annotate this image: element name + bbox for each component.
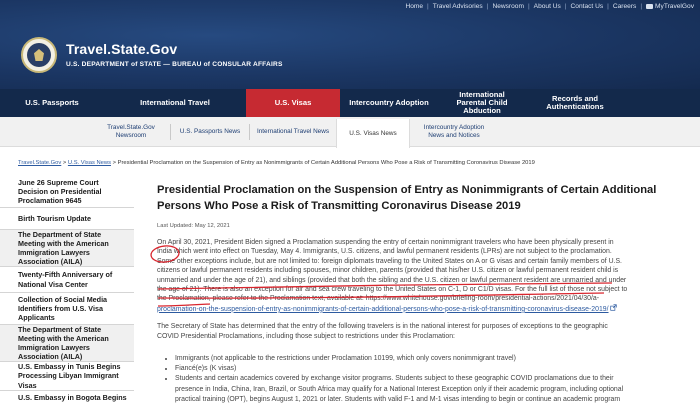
sidebar-item-supreme-court[interactable]: June 26 Supreme Court Decision on Presidential Proclamation 9645 [0, 176, 134, 208]
util-separator: | [564, 3, 567, 10]
util-link-contact-us[interactable]: Contact Us [570, 3, 604, 10]
article-title [157, 182, 657, 214]
nav-records-authentications[interactable]: Records and Authentications [546, 94, 604, 111]
subnav-passports-news[interactable]: U.S. Passports News [179, 128, 241, 136]
paragraph-line: COVID Presidential Proclamations, including those subject to restrictions under this Proclamation: [157, 332, 455, 340]
nav-intercountry-adoption[interactable]: Intercountry Adoption [349, 98, 429, 107]
paragraph-line: the age of 21). There is also an exception for air and sea crew traveling to the United States on C-1, D or C1/D visas. For the full list of those not subject to [157, 286, 628, 294]
subnav-newsroom[interactable]: Travel.State.Gov Newsroom [107, 124, 155, 139]
util-link-careers[interactable]: Careers [612, 3, 637, 10]
list-item-continued: presence in India, China, Iran, Brazil, or South Africa may qualify for a National Interest Exception only if their academic program, including optional [175, 385, 624, 393]
paragraph-line: Some other exceptions include, but are not limited to: foreign diplomats traveling to the United States on A or G visas and certain family members of U.S. [157, 257, 622, 265]
sidebar-item-social-media[interactable]: Collection of Social Media Identifiers from U.S. Visa Applicants [0, 293, 134, 325]
article [157, 182, 657, 405]
sidebar-item-bogota[interactable]: U.S. Embassy in Bogota Begins [18, 393, 127, 403]
youtube-icon [646, 4, 653, 9]
sidebar [0, 176, 134, 405]
nav-parental-child-abduction[interactable]: International Parental Child Abduction [456, 90, 508, 115]
article-title-line: Persons Who Pose a Risk of Transmitting Coronavirus Disease 2019 [157, 200, 521, 212]
breadcrumb-current: Presidential Proclamation on the Suspension of Entry as Nonimmigrants of Certain Additional Persons Who Pose a Risk of Transmitting Coronavirus Disease 2019 [117, 160, 535, 166]
sub-nav [0, 117, 700, 147]
main-nav [0, 89, 700, 117]
seal-eagle [27, 43, 51, 67]
article-title-line: Presidential Proclamation on the Suspension of Entry as Nonimmigrants of Certain Additional [157, 184, 657, 196]
sidebar-item-aila-meeting-2[interactable]: The Department of State Meeting with the American Immigration Lawyers Association (AILA) [0, 325, 134, 362]
list-item-continued: practical training (OPT), begins August 1, 2021 or later. Students with valid F-1 and M-1 visas intending to begin or continue an academic program [175, 395, 621, 403]
util-separator: | [607, 3, 609, 10]
breadcrumb-separator: > [62, 160, 68, 166]
last-updated: Last Updated: May 12, 2021 [157, 223, 230, 229]
util-link-about-us[interactable]: About Us [533, 3, 561, 10]
site-title[interactable]: Travel.State.Gov [66, 41, 178, 57]
nav-us-passports[interactable]: U.S. Passports [25, 98, 79, 107]
sidebar-item-tunis[interactable]: U.S. Embassy in Tunis Begins Processing Libyan Immigrant Visas [0, 362, 134, 391]
sidebar-item-nvc-anniversary[interactable]: Twenty-Fifth Anniversary of National Visa Center [0, 267, 134, 293]
sidebar-item-birth-tourism[interactable]: Birth Tourism Update [0, 208, 134, 230]
breadcrumb-link-visas-news[interactable]: U.S. Visas News [67, 160, 111, 166]
util-separator: | [486, 3, 489, 10]
nav-us-visas[interactable]: U.S. Visas [246, 89, 340, 117]
paragraph-line: citizens or lawful permanent residents including spouses, minor children, parents (provided that his/her U.S. citizen or lawful permanent resident child is [157, 267, 619, 275]
util-link-travel-advisories[interactable]: Travel Advisories [432, 3, 483, 10]
paragraph-line: India which went into effect on Tuesday, May 4. Immigrants, U.S. citizens, and lawful permanent residents (LPRs) are not subject to the proclamation. [157, 248, 612, 256]
article-paragraph-1 [157, 238, 657, 314]
paragraph-line [157, 304, 657, 314]
proclamation-link[interactable]: proclamation-on-the-suspension-of-entry-as-nonimmigrants-of-certain-additional-persons-who-pose-a-risk-of-transmitting-coronavirus-disease-2019/ [157, 305, 609, 313]
util-link-home[interactable]: Home [405, 3, 424, 10]
util-separator: | [527, 3, 530, 10]
list-item: • Immigrants (not applicable to the restrictions under Proclamation 10199, which only covers nonimmigrant travel) [175, 354, 657, 364]
util-link-mytravelgov[interactable] [646, 3, 694, 10]
state-department-seal-icon[interactable] [21, 37, 57, 73]
breadcrumb-separator: > [112, 160, 118, 166]
sidebar-item-aila-meeting[interactable]: The Department of State Meeting with the American Immigration Lawyers Association (AILA) [0, 230, 134, 267]
nav-international-travel[interactable]: International Travel [140, 98, 210, 107]
breadcrumb [18, 160, 535, 166]
breadcrumb-link-home[interactable]: Travel.State.Gov [18, 160, 62, 166]
paragraph-line: The Secretary of State has determined that the entry of the following travelers is in the national interest for purposes of exceptions to the geographic [157, 323, 608, 331]
paragraph-line: On April 30, 2021, President Biden signed a Proclamation suspending the entry of certain nonimmigrant travelers who have been physically present in [157, 239, 614, 246]
subnav-us-visas-news[interactable]: U.S. Visas News [336, 119, 410, 148]
util-separator: | [640, 3, 643, 10]
article-paragraph-2 [157, 322, 657, 341]
subnav-adoption-news[interactable]: Intercountry Adoption News and Notices [423, 124, 485, 139]
list-item: • Students and certain academics covered by exchange visitor programs. Students subject to these geographic COVID proclamations due to their [175, 374, 657, 384]
util-link-mytravelgov-label: MyTravelGov [655, 3, 694, 10]
paragraph-line: unmarried and under the age of 21), and siblings (provided that both the sibling and the U.S. citizen or lawful permanent resident are unmarried and under [157, 276, 627, 284]
site-header [0, 0, 700, 89]
util-link-newsroom[interactable]: Newsroom [492, 3, 524, 10]
site-subtitle: U.S. DEPARTMENT of STATE — BUREAU of CONSULAR AFFAIRS [66, 61, 283, 68]
list-item: • Fiancé(e)s (K visas) [175, 364, 657, 374]
subnav-international-travel-news[interactable]: International Travel News [256, 128, 330, 136]
external-link-icon [610, 304, 617, 311]
utility-nav [405, 3, 694, 10]
util-separator: | [427, 3, 429, 10]
paragraph-line: the Proclamation, please refer to the Proclamation text, available at: https://www.whitehouse.gov/briefing-room/presidential-actions/2021/04/30/a- [157, 295, 600, 303]
exception-list [157, 354, 657, 405]
